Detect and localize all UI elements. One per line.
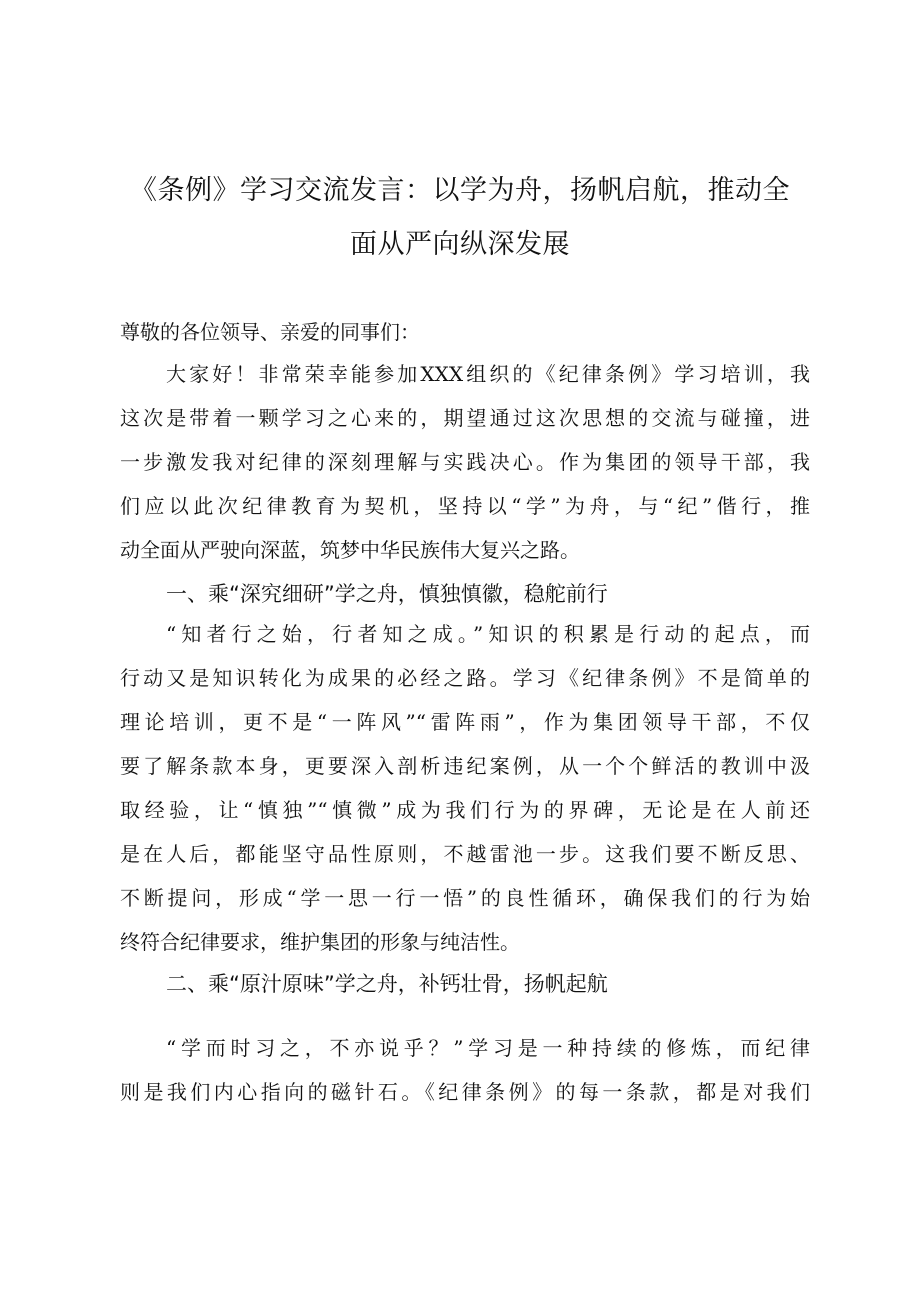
intro-paragraph [120, 352, 810, 572]
paragraph-line: 理论培训，更不是“一阵风”“雷阵雨”，作为集团领导干部，不仅 [120, 710, 810, 734]
paragraph-line: 是在人后，都能坚守品性原则，不越雷池一步。这我们要不断反思、 [120, 842, 810, 866]
paragraph-line: 一步激发我对纪律的深刻理解与实践决心。作为集团的领导干部，我 [120, 450, 810, 474]
paragraph-line: 们应以此次纪律教育为契机，坚持以“学”为舟，与“纪”偕行，推 [120, 494, 810, 518]
paragraph-line: 要了解条款本身，更要深入剖析违纪案例，从一个个鲜活的教训中汲 [120, 754, 810, 778]
section-1-paragraph [120, 612, 810, 964]
document-title-line-2: 面从严向纵深发展 [350, 229, 570, 260]
salutation: 尊敬的各位领导、亲爱的同事们： [120, 320, 420, 344]
paragraph-line: 大家好！非常荣幸能参加XXX组织的《纪律条例》学习培训，我 [166, 362, 810, 386]
paragraph-line: 则是我们内心指向的磁针石。《纪律条例》的每一条款，都是对我们 [120, 1080, 810, 1104]
paragraph-line: “学而时习之，不亦说乎？”学习是一种持续的修炼，而纪律 [166, 1036, 810, 1060]
section-2-heading: 二、乘“原汁原味”学之舟，补钙壮骨，扬帆起航 [166, 972, 608, 996]
document-title-line-1: 《条例》学习交流发言：以学为舟，扬帆启航，推动全 [130, 175, 790, 206]
paragraph-line: 行动又是知识转化为成果的必经之路。学习《纪律条例》不是简单的 [120, 666, 810, 690]
section-2-paragraph [120, 1026, 810, 1114]
section-1-heading: 一、乘“深究细研”学之舟，慎独慎徽，稳舵前行 [166, 582, 608, 606]
paragraph-line: 这次是带着一颗学习之心来的，期望通过这次思想的交流与碰撞，进 [120, 406, 810, 430]
paragraph-line: “知者行之始，行者知之成。”知识的积累是行动的起点，而 [166, 622, 810, 646]
paragraph-line: 动全面从严驶向深蓝，筑梦中华民族伟大复兴之路。 [120, 538, 580, 562]
paragraph-line: 终符合纪律要求，维护集团的形象与纯洁性。 [120, 930, 520, 954]
paragraph-line: 取经验，让“慎独”“慎微”成为我们行为的界碑，无论是在人前还 [120, 798, 810, 822]
paragraph-line: 不断提问，形成“学一思一行一悟”的良性循环，确保我们的行为始 [120, 886, 810, 910]
